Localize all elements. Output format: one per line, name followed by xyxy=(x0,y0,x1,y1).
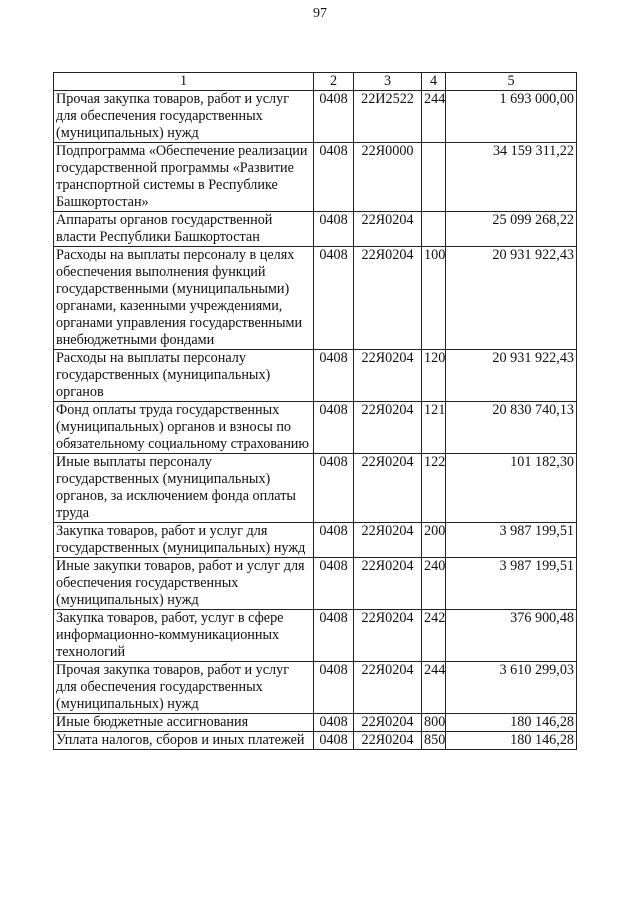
column-header-section: 2 xyxy=(314,73,354,91)
row-target-code-cell: 22Я0204 xyxy=(354,610,422,662)
row-target-code-cell: 22Я0204 xyxy=(354,714,422,732)
row-name-cell: Иные закупки товаров, работ и услуг для обеспечения государственных (муниципальных) нужд xyxy=(54,558,314,610)
column-header-type: 4 xyxy=(422,73,446,91)
row-section-code-cell: 0408 xyxy=(314,714,354,732)
row-name-cell: Прочая закупка товаров, работ и услуг для обеспечения государственных (муниципальных) нужд xyxy=(54,91,314,143)
row-amount-cell: 20 931 922,43 xyxy=(446,247,577,350)
row-name-cell: Закупка товаров, работ и услуг для государственных (муниципальных) нужд xyxy=(54,523,314,558)
table-row xyxy=(54,247,577,350)
row-amount-cell: 1 693 000,00 xyxy=(446,91,577,143)
row-target-code-cell: 22Я0204 xyxy=(354,558,422,610)
row-amount-cell: 25 099 268,22 xyxy=(446,212,577,247)
column-header-name: 1 xyxy=(54,73,314,91)
row-target-code-cell: 22И2522 xyxy=(354,91,422,143)
table-row xyxy=(54,662,577,714)
table-row xyxy=(54,143,577,212)
row-target-code-cell: 22Я0000 xyxy=(354,143,422,212)
row-target-code-cell: 22Я0204 xyxy=(354,212,422,247)
row-name-cell: Иные выплаты персоналу государственных (муниципальных) органов, за исключением фонда оплаты труда xyxy=(54,454,314,523)
row-type-code-cell: 850 xyxy=(422,732,446,750)
table-row xyxy=(54,610,577,662)
row-type-code-cell: 244 xyxy=(422,91,446,143)
row-type-code-cell: 200 xyxy=(422,523,446,558)
column-header-target: 3 xyxy=(354,73,422,91)
row-type-code-cell: 100 xyxy=(422,247,446,350)
row-amount-cell: 34 159 311,22 xyxy=(446,143,577,212)
table-row xyxy=(54,212,577,247)
row-target-code-cell: 22Я0204 xyxy=(354,247,422,350)
row-target-code-cell: 22Я0204 xyxy=(354,350,422,402)
row-type-code-cell: 240 xyxy=(422,558,446,610)
row-target-code-cell: 22Я0204 xyxy=(354,402,422,454)
row-type-code-cell: 800 xyxy=(422,714,446,732)
row-name-cell: Аппараты органов государственной власти Республики Башкортостан xyxy=(54,212,314,247)
row-type-code-cell: 122 xyxy=(422,454,446,523)
row-amount-cell: 20 830 740,13 xyxy=(446,402,577,454)
row-amount-cell: 180 146,28 xyxy=(446,732,577,750)
row-amount-cell: 20 931 922,43 xyxy=(446,350,577,402)
row-amount-cell: 376 900,48 xyxy=(446,610,577,662)
table-header-row xyxy=(54,73,577,91)
row-type-code-cell xyxy=(422,143,446,212)
row-name-cell: Иные бюджетные ассигнования xyxy=(54,714,314,732)
row-section-code-cell: 0408 xyxy=(314,91,354,143)
row-name-cell: Прочая закупка товаров, работ и услуг для обеспечения государственных (муниципальных) нужд xyxy=(54,662,314,714)
table-row xyxy=(54,350,577,402)
row-target-code-cell: 22Я0204 xyxy=(354,454,422,523)
row-section-code-cell: 0408 xyxy=(314,662,354,714)
row-name-cell: Расходы на выплаты персоналу в целях обеспечения выполнения функций государственными (муниципальными) органами, казенными учреждениями, органами управления государственными внебюджетными фондами xyxy=(54,247,314,350)
table-row xyxy=(54,454,577,523)
row-section-code-cell: 0408 xyxy=(314,247,354,350)
row-name-cell: Фонд оплаты труда государственных (муниципальных) органов и взносы по обязательному социальному страхованию xyxy=(54,402,314,454)
table-row xyxy=(54,714,577,732)
row-section-code-cell: 0408 xyxy=(314,212,354,247)
row-section-code-cell: 0408 xyxy=(314,610,354,662)
table-body xyxy=(54,91,577,750)
row-amount-cell: 101 182,30 xyxy=(446,454,577,523)
row-type-code-cell: 244 xyxy=(422,662,446,714)
row-section-code-cell: 0408 xyxy=(314,732,354,750)
row-section-code-cell: 0408 xyxy=(314,523,354,558)
row-type-code-cell: 242 xyxy=(422,610,446,662)
page-number: 97 xyxy=(313,6,327,21)
row-type-code-cell xyxy=(422,212,446,247)
table-row xyxy=(54,91,577,143)
row-amount-cell: 3 987 199,51 xyxy=(446,523,577,558)
row-amount-cell: 3 987 199,51 xyxy=(446,558,577,610)
row-section-code-cell: 0408 xyxy=(314,402,354,454)
row-amount-cell: 3 610 299,03 xyxy=(446,662,577,714)
row-type-code-cell: 121 xyxy=(422,402,446,454)
row-section-code-cell: 0408 xyxy=(314,454,354,523)
row-target-code-cell: 22Я0204 xyxy=(354,523,422,558)
table-row xyxy=(54,732,577,750)
row-amount-cell: 180 146,28 xyxy=(446,714,577,732)
table-row xyxy=(54,402,577,454)
row-name-cell: Уплата налогов, сборов и иных платежей xyxy=(54,732,314,750)
table-row xyxy=(54,523,577,558)
column-header-amount: 5 xyxy=(446,73,577,91)
row-name-cell: Подпрограмма «Обеспечение реализации государственной программы «Развитие транспортной системы в Республике Башкортостан» xyxy=(54,143,314,212)
row-name-cell: Расходы на выплаты персоналу государственных (муниципальных) органов xyxy=(54,350,314,402)
table-row xyxy=(54,558,577,610)
row-section-code-cell: 0408 xyxy=(314,350,354,402)
row-target-code-cell: 22Я0204 xyxy=(354,662,422,714)
row-section-code-cell: 0408 xyxy=(314,558,354,610)
row-name-cell: Закупка товаров, работ, услуг в сфере информационно-коммуникационных технологий xyxy=(54,610,314,662)
row-target-code-cell: 22Я0204 xyxy=(354,732,422,750)
row-section-code-cell: 0408 xyxy=(314,143,354,212)
budget-table xyxy=(53,72,577,750)
row-type-code-cell: 120 xyxy=(422,350,446,402)
